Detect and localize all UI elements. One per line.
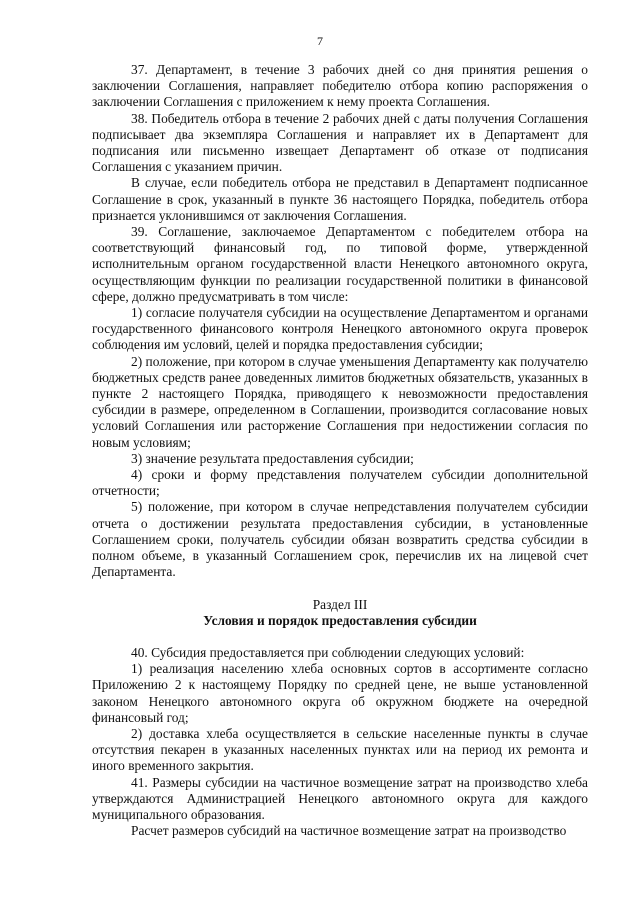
paragraph-39: 39. Соглашение, заключаемое Департаментом с победителем отбора на соответствующий финансовый год, по типовой форме, утвержденной исполнительным органом государственной власти Ненецкого автономного округа, осуществляющим функции по реализации государственной политики в финансовой сфере, должно предусматривать в том числе:: [92, 224, 588, 304]
paragraph-41: 41. Размеры субсидии на частичное возмещение затрат на производство хлеба утверждаются Администрацией Ненецкого автономного округа для каждого муниципального образования.: [92, 774, 588, 822]
document-body: [92, 62, 588, 839]
paragraph-38: 38. Победитель отбора в течение 2 рабочих дней с даты получения Соглашения подписывает два экземпляра Соглашения и направляет их в Департамент для подписания или письменно извещает Департамент об отказе от подписания Соглашения с указанием причин.: [92, 110, 588, 175]
paragraph-39-item-1: 1) согласие получателя субсидии на осуществление Департаментом и органами государственного финансового контроля Ненецкого автономного округа проверок соблюдения им условий, целей и порядка предоставления субсидии;: [92, 305, 588, 353]
paragraph-41-calculation: Расчет размеров субсидий на частичное возмещение затрат на производство: [131, 823, 567, 839]
paragraph-39-item-3: 3) значение результата предоставления субсидии;: [131, 450, 414, 466]
paragraph-37: 37. Департамент, в течение 3 рабочих дней со дня принятия решения о заключении Соглашения, направляет победителю отбора копию распоряжения о заключении Соглашения с приложением к нему проекта Соглашения.: [92, 62, 588, 110]
page-number: 7: [317, 34, 323, 48]
paragraph-39-item-4: 4) сроки и форму представления получателем субсидии дополнительной отчетности;: [92, 467, 588, 499]
paragraph-39-item-2: 2) положение, при котором в случае уменьшения Департаменту как получателю бюджетных средств ранее доведенных лимитов бюджетных обязательств, указанных в пункте 2 настоящего Порядка, приводящего к невозможности предоставления субсидии в размере, определенном в Соглашении, производится согласование новых условий Соглашения или расторжение Соглашения при недостижении согласия по новым условиям;: [92, 353, 588, 450]
section-label: Раздел III: [312, 596, 368, 612]
paragraph-38-refusal: В случае, если победитель отбора не представил в Департамент подписанное Соглашение в срок, указанный в пункте 36 настоящего Порядка, победитель отбора признается уклонившимся от заключения Соглашения.: [92, 175, 588, 223]
paragraph-40: 40. Субсидия предоставляется при соблюдении следующих условий:: [131, 644, 525, 660]
paragraph-40-item-1: 1) реализация населению хлеба основных сортов в ассортименте согласно Приложению 2 к настоящему Порядку по средней цене, не выше установленной законом Ненецкого автономного округа об окружном бюджете на очередной финансовый год;: [92, 661, 588, 725]
paragraph-39-item-5: 5) положение, при котором в случае непредставления получателем субсидии отчета о достижении результата предоставления субсидии, в установленные Соглашением сроки, получатель субсидии обязан возвратить средства субсидии в полном объеме, в указанный Соглашением срок, перечислив их на лицевой счет Департамента.: [92, 499, 588, 580]
section-title: Условия и порядок предоставления субсидии: [203, 612, 477, 628]
paragraph-40-item-2: 2) доставка хлеба осуществляется в сельские населенные пункты в случае отсутствия пекарен в указанных населенных пунктах или на период их ремонта и иного временного закрытия.: [92, 725, 588, 774]
